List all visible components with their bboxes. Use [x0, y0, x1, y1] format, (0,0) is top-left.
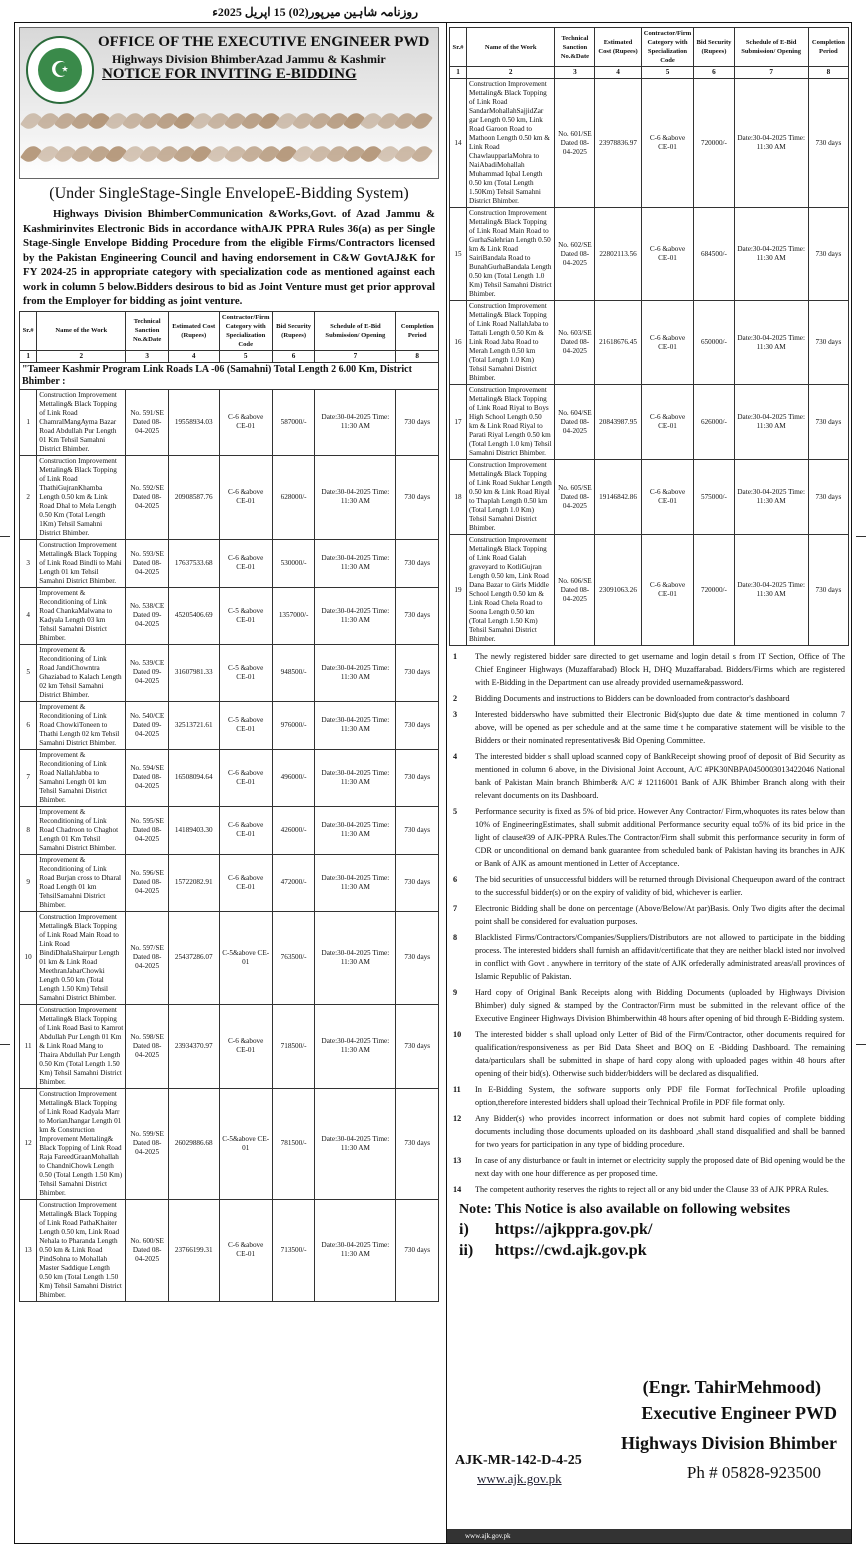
bid-schedule: Date:30-04-2025 Time: 11:30 AM [315, 1199, 396, 1301]
column-header: Sr.# [450, 28, 467, 67]
term-number: 12 [453, 1114, 462, 1123]
contractor-category: C-6 &above CE-01 [641, 460, 694, 535]
column-number: 5 [219, 350, 272, 362]
column-header: Completion Period [396, 311, 439, 350]
website-numeral: ii) [459, 1242, 474, 1259]
leaf-icon [411, 142, 433, 165]
maple-leaves-decoration [20, 108, 438, 178]
work-name: Construction Improvement Mettaling& Black Topping of Link Road Sukhar Length 0.50 km & Link Road Riyal to Thaplah Length 0.50 km (Total Length 1.0 Km) Tehsil Samahni District Bhimber. [467, 460, 555, 535]
completion-period: 730 days [808, 460, 848, 535]
bid-schedule: Date:30-04-2025 Time: 11:30 AM [315, 701, 396, 749]
contractor-category: C-6 &above CE-01 [641, 208, 694, 301]
leaf-icon [411, 110, 433, 133]
serial-number: 15 [450, 208, 467, 301]
work-name: Construction Improvement Mettaling& Black Topping of Link Road PathaKhaiter Length 0.50 km, Link Road Nehala to Pharanda Length 0.50 km & Link Road PindSohna to Mohallah Master Saddique Length 0.50 km (Total Length 1.50 Km) Tehsil Samahni District Bhimber. [37, 1199, 126, 1301]
estimated-cost: 31607981.33 [168, 644, 219, 701]
term-item [449, 931, 849, 983]
ajkppra-link[interactable]: https://ajkppra.gov.pk/ [495, 1221, 653, 1238]
column-number: 2 [467, 67, 555, 79]
bid-security: 575000/- [694, 460, 734, 535]
technical-sanction: No. 593/SE Dated 08-04-2025 [126, 539, 169, 587]
term-number: 9 [453, 988, 458, 997]
term-text: The interested bidder s shall upload only Letter of Bid of the Firm/Contractor, other documents required for qualification/responsiveness as per Bid Data Sheet and BOQ on E -Bidding Dashboard. The remaining data/particulars shall be submitted in shape of hard copy along with uploaded pages within 48 hours after opening of their bid(s). Otherwise such bidder/bidders will be declared as disqualified. [475, 1030, 845, 1078]
serial-number: 16 [450, 301, 467, 385]
term-item [449, 986, 849, 1025]
table-header-row [20, 311, 439, 350]
technical-sanction: No. 596/SE Dated 08-04-2025 [126, 854, 169, 911]
work-name: Construction Improvement Mettaling& Black Topping of Link Road NallahJaba to Tattali Length 0.50 Km & Link Road Jaba Road to Merah Length 0.50 km (Total Length 1.0 Km) Tehsil Samahni District Bhimber. [467, 301, 555, 385]
serial-number: 7 [20, 749, 37, 806]
work-name: Construction Improvement Mettaling& Black Topping of Link Road Main Road to Link Road BindiDhalaShairpur Length 01 km & Link Road MeethranJabarChowki Length 0.50 km (Total Length 1.50 Km) Tehsil Samahni District Bhimber. [37, 911, 126, 1004]
bid-schedule: Date:30-04-2025 Time: 11:30 AM [315, 749, 396, 806]
signatory-division: Highways Division Bhimber [620, 1433, 837, 1453]
term-text: Interested bidderswho have submitted their Electronic Bid(s)upto due date & time mentioned in column 7 above, will be opened as per schedule and at the same time t he comparative statement will be visible to the Bidders or their nominated representatives& Bid Opening Committee. [475, 710, 845, 745]
term-item [449, 1112, 849, 1151]
term-number: 7 [453, 904, 458, 913]
term-number: 11 [453, 1085, 461, 1094]
serial-number: 8 [20, 806, 37, 854]
column-header: Technical Sanction No.&Date [126, 311, 169, 350]
crop-mark [856, 536, 866, 537]
technical-sanction: No. 595/SE Dated 08-04-2025 [126, 806, 169, 854]
left-column [19, 27, 439, 1302]
table-row [450, 460, 849, 535]
column-number: 6 [694, 67, 734, 79]
notice-header [19, 27, 439, 179]
term-number: 2 [453, 694, 458, 703]
column-number: 7 [315, 350, 396, 362]
table-row [20, 644, 439, 701]
table-row [20, 389, 439, 455]
newspaper-header [0, 0, 866, 24]
column-number: 1 [450, 67, 467, 79]
column-number: 2 [37, 350, 126, 362]
completion-period: 730 days [808, 301, 848, 385]
websites-note: Note: This Notice is also available on following websites [459, 1202, 791, 1217]
column-number: 3 [555, 67, 595, 79]
completion-period: 730 days [396, 854, 439, 911]
office-title: OFFICE OF THE EXECUTIVE ENGINEER PWD [98, 34, 430, 50]
estimated-cost: 45205406.69 [168, 587, 219, 644]
technical-sanction: No. 591/SE Dated 08-04-2025 [126, 389, 169, 455]
term-number: 10 [453, 1030, 462, 1039]
technical-sanction: No. 538/CE Dated 09-04-2025 [126, 587, 169, 644]
table-row [20, 701, 439, 749]
column-header: Name of the Work [37, 311, 126, 350]
column-header: Estimated Cost (Rupees) [595, 28, 641, 67]
term-text: The competent authority reserves the rights to reject all or any bid under the Clause 33 of AJK PPRA Rules. [475, 1185, 829, 1194]
estimated-cost: 25437286.07 [168, 911, 219, 1004]
contractor-category: C-6 &above CE-01 [219, 539, 272, 587]
crop-mark [856, 1044, 866, 1045]
table-row [450, 208, 849, 301]
bid-security: 948500/- [272, 644, 315, 701]
column-divider [446, 23, 447, 1543]
bid-schedule: Date:30-04-2025 Time: 11:30 AM [315, 539, 396, 587]
website-item [459, 1242, 849, 1260]
completion-period: 730 days [396, 1004, 439, 1088]
term-number: 8 [453, 933, 458, 942]
bid-schedule: Date:30-04-2025 Time: 11:30 AM [315, 806, 396, 854]
technical-sanction: No. 539/CE Dated 09-04-2025 [126, 644, 169, 701]
work-name: Construction Improvement Mettaling& Black Topping of Link Road Bindli to Mahi Length 01 km Tehsil Samahni District Bhimber. [37, 539, 126, 587]
bid-security: 530000/- [272, 539, 315, 587]
website-footer: www.ajk.gov.pk [477, 1471, 562, 1486]
bid-schedule: Date:30-04-2025 Time: 11:30 AM [315, 1088, 396, 1199]
bid-security: 628000/- [272, 455, 315, 539]
bid-schedule: Date:30-04-2025 Time: 11:30 AM [734, 79, 808, 208]
technical-sanction: No. 600/SE Dated 08-04-2025 [126, 1199, 169, 1301]
crop-mark [0, 1044, 10, 1045]
table-header-row [450, 28, 849, 67]
contractor-category: C-5 &above CE-01 [219, 644, 272, 701]
table-row [450, 79, 849, 208]
bid-security: 718500/- [272, 1004, 315, 1088]
bid-security: 496000/- [272, 749, 315, 806]
serial-number: 10 [20, 911, 37, 1004]
bid-security: 587000/- [272, 389, 315, 455]
term-text: The bid securities of unsuccessful bidders will be returned through Divisional Chequeupon award of the contract to the successful bidder(s) or on the expiry of validity of bid, whichever is earlier. [475, 875, 845, 897]
contractor-category: C-5 &above CE-01 [219, 587, 272, 644]
estimated-cost: 23766199.31 [168, 1199, 219, 1301]
table-row [450, 385, 849, 460]
bid-security: 720000/- [694, 535, 734, 646]
completion-period: 730 days [396, 644, 439, 701]
estimated-cost: 23091063.26 [595, 535, 641, 646]
table-row [20, 1004, 439, 1088]
contractor-category: C-6 &above CE-01 [219, 1004, 272, 1088]
column-number: 5 [641, 67, 694, 79]
work-name: Improvement & Reconditioning of Link Road Chadroon to Chaghot Length 01 Km Tehsil Samahni District Bhimber. [37, 806, 126, 854]
technical-sanction: No. 603/SE Dated 08-04-2025 [555, 301, 595, 385]
contractor-category: C-5 &above CE-01 [219, 701, 272, 749]
estimated-cost: 16508094.64 [168, 749, 219, 806]
term-item [449, 902, 849, 928]
bid-schedule: Date:30-04-2025 Time: 11:30 AM [315, 455, 396, 539]
table-row [20, 455, 439, 539]
bid-schedule: Date:30-04-2025 Time: 11:30 AM [734, 301, 808, 385]
term-number: 3 [453, 710, 458, 719]
bid-schedule: Date:30-04-2025 Time: 11:30 AM [315, 1004, 396, 1088]
technical-sanction: No. 605/SE Dated 08-04-2025 [555, 460, 595, 535]
completion-period: 730 days [808, 535, 848, 646]
technical-sanction: No. 606/SE Dated 08-04-2025 [555, 535, 595, 646]
column-number: 4 [168, 350, 219, 362]
contractor-category: C-6 &above CE-01 [641, 385, 694, 460]
completion-period: 730 days [396, 389, 439, 455]
completion-period: 730 days [808, 208, 848, 301]
estimated-cost: 20908587.76 [168, 455, 219, 539]
bid-security: 763500/- [272, 911, 315, 1004]
works-table-left [19, 311, 439, 1302]
estimated-cost: 19558934.03 [168, 389, 219, 455]
work-name: Improvement & Reconditioning of Link Road NallahJabba to Samahni Length 01 km Tehsil Samahni District Bhimber. [37, 749, 126, 806]
contractor-category: C-6 &above CE-01 [219, 455, 272, 539]
work-name: Construction Improvement Mettaling& Black Topping of Link Road Basi to Kamrot Abdullah Pur Length 01 Km & Link Road Mang to Thaira Abdullah Pur Length 0.50 Km (Total Length 1.50 Km) Tehsil Samahni District Bhimber. [37, 1004, 126, 1088]
right-column [449, 27, 849, 1263]
contractor-category: C-6 &above CE-01 [219, 854, 272, 911]
table-row [20, 1199, 439, 1301]
serial-number: 18 [450, 460, 467, 535]
serial-number: 11 [20, 1004, 37, 1088]
column-header: Name of the Work [467, 28, 555, 67]
contractor-category: C-5&above CE-01 [219, 1088, 272, 1199]
bid-schedule: Date:30-04-2025 Time: 11:30 AM [315, 911, 396, 1004]
serial-number: 6 [20, 701, 37, 749]
completion-period: 730 days [396, 455, 439, 539]
term-item [449, 692, 849, 705]
serial-number: 3 [20, 539, 37, 587]
contractor-category: C-6 &above CE-01 [641, 535, 694, 646]
term-item [449, 708, 849, 747]
completion-period: 730 days [396, 1199, 439, 1301]
column-number: 8 [396, 350, 439, 362]
term-text: The interested bidder s shall upload scanned copy of BankReceipt showing proof of deposit of Bid Security as mentioned in column 6 above, in the Divisional Joint Account, A/C #PK30NBPA0450003013422046 National bank of Pakistan Main branch Bhimber& A/C # 12116001 Bank of AJK Bhimber Branch along with their relevant documents on its Dashboard. [475, 752, 845, 800]
term-number: 13 [453, 1156, 462, 1165]
bid-schedule: Date:30-04-2025 Time: 11:30 AM [315, 644, 396, 701]
estimated-cost: 14189403.30 [168, 806, 219, 854]
completion-period: 730 days [396, 911, 439, 1004]
column-number: 4 [595, 67, 641, 79]
work-name: Improvement & Reconditioning of Link Road JandiChowntra Ghaziabad to Kalach Length 02 km Tehsil Samahni District Bhimber. [37, 644, 126, 701]
work-name: Construction Improvement Mettaling& Black Topping of Link Road Riyal to Boys High School Length 0.50 km & Link Road Riyal to Parati Riyal Length 0.50 km (Total Length 1.0 km) Tehsil Samahni District Bhimber. [467, 385, 555, 460]
contractor-category: C-6 &above CE-01 [219, 806, 272, 854]
term-item [449, 650, 849, 689]
estimated-cost: 22802113.56 [595, 208, 641, 301]
column-header: Schedule of E-Bid Submission/ Opening [315, 311, 396, 350]
bid-security: 626000/- [694, 385, 734, 460]
completion-period: 730 days [396, 1088, 439, 1199]
work-name: Construction Improvement Mettaling& Black Topping of Link Road ChamralMangAyma Bazar Road Abdullah Pur Length 01 Km Tehsil Samahni District Bhimber. [37, 389, 126, 455]
bid-security: 781500/- [272, 1088, 315, 1199]
technical-sanction: No. 597/SE Dated 08-04-2025 [126, 911, 169, 1004]
work-name: Improvement & Reconditioning of Link Road ChowkiToneen to Thathi Length 02 km Tehsil Samahni District Bhimber. [37, 701, 126, 749]
estimated-cost: 32513721.61 [168, 701, 219, 749]
serial-number: 13 [20, 1199, 37, 1301]
work-name: Construction Improvement Mettaling& Black Topping of Link Road ThathiGujranKhamba Length 0.50 km & Link Road Dhal to Mela Length 0.50 Km (Total Length 1Km) Tehsil Samahni District Bhimber. [37, 455, 126, 539]
table-row [450, 535, 849, 646]
crop-mark [0, 536, 10, 537]
term-item [449, 1028, 849, 1080]
reference-number: AJK-MR-142-D-4-25 [455, 1453, 582, 1468]
bid-security: 976000/- [272, 701, 315, 749]
work-name: Construction Improvement Mettaling& Black Topping of Link Road Kadyala Marr to MorianJhangar Length 01 km & Construction Improvement Mettaling& Black Topping of Link Road Raja FareedGraanMohallah to ChandniChowk Length 0.50 (Total Length 1.50 Km) Tehsil Samahni District Bhimber. [37, 1088, 126, 1199]
programme-row [20, 362, 439, 389]
table-row [20, 587, 439, 644]
completion-period: 730 days [396, 806, 439, 854]
term-item [449, 1154, 849, 1180]
completion-period: 730 days [396, 587, 439, 644]
work-name: Improvement & Reconditioning of Link Road Burjan cross to Dharal Road Length 01 km TehsilSamahni District Bhimber. [37, 854, 126, 911]
column-number: 8 [808, 67, 848, 79]
estimated-cost: 20843987.95 [595, 385, 641, 460]
contractor-category: C-6 &above CE-01 [219, 1199, 272, 1301]
completion-period: 730 days [808, 385, 848, 460]
serial-number: 5 [20, 644, 37, 701]
serial-number: 19 [450, 535, 467, 646]
estimated-cost: 26029886.68 [168, 1088, 219, 1199]
technical-sanction: No. 540/CE Dated 09-04-2025 [126, 701, 169, 749]
term-text: The newly registered bidder sare directed to get username and login detail s from IT Section, Office of The Chief Engineer Highways (Muzaffarabad) Block H, DHQ Muzaffarabad. Bidders/Firms which are registered with E-Bidding in the Department can use already provided username&password. [475, 652, 845, 687]
serial-number: 14 [450, 79, 467, 208]
website-item [459, 1221, 849, 1239]
term-item [449, 805, 849, 870]
notice-subtitle: (Under SingleStage-Single EnvelopeE-Bidding System) [49, 185, 409, 202]
column-header: Bid Security (Rupees) [272, 311, 315, 350]
bid-security: 472000/- [272, 854, 315, 911]
column-number: 7 [734, 67, 808, 79]
technical-sanction: No. 602/SE Dated 08-04-2025 [555, 208, 595, 301]
work-name: Construction Improvement Mettaling& Black Topping of Link Road SandarMohallahSajjidZar gar Length 0.50 km, Link Road Garoon Road to Mathoon Length 0.50 km & Link Road ChawlaupparlaMohra to NaiAbadiMohallah Muhammad Iqbal Length 0.50 km (Total Length 1.50Km) Tehsil Samahni District Bhimber. [467, 79, 555, 208]
ajk-seal-logo: ☪ [26, 36, 94, 104]
work-name: Improvement & Reconditioning of Link Road ChankaMalwana to Kadyala Length 03 km Tehsil Samahni District Bhimber. [37, 587, 126, 644]
bid-security: 713500/- [272, 1199, 315, 1301]
estimated-cost: 17637533.68 [168, 539, 219, 587]
estimated-cost: 19146842.86 [595, 460, 641, 535]
technical-sanction: No. 598/SE Dated 08-04-2025 [126, 1004, 169, 1088]
table-row [20, 806, 439, 854]
estimated-cost: 23978836.97 [595, 79, 641, 208]
bid-security: 650000/- [694, 301, 734, 385]
notice-title: NOTICE FOR INVITING E-BIDDING [102, 66, 357, 82]
division-title: Highways Division BhimberAzad Jammu & Kashmir [112, 52, 386, 66]
table-row [20, 749, 439, 806]
cwd-link[interactable]: https://cwd.ajk.gov.pk [495, 1242, 647, 1259]
term-text: Electronic Bidding shall be done on percentage (Above/Below/At par)Basis. Only Two digits after the decimal point shall be considered for evaluation purposes. [475, 904, 845, 926]
term-number: 14 [453, 1185, 462, 1194]
signatory-name: (Engr. TahirMehmood) [642, 1377, 821, 1397]
term-number: 1 [453, 652, 458, 661]
bid-schedule: Date:30-04-2025 Time: 11:30 AM [315, 389, 396, 455]
contractor-category: C-5&above CE-01 [219, 911, 272, 1004]
column-header: Sr.# [20, 311, 37, 350]
completion-period: 730 days [396, 539, 439, 587]
website-numeral: i) [459, 1221, 469, 1238]
contractor-category: C-6 &above CE-01 [219, 749, 272, 806]
column-number-row [20, 350, 439, 362]
completion-period: 730 days [808, 79, 848, 208]
table-row [20, 539, 439, 587]
contractor-category: C-6 &above CE-01 [641, 301, 694, 385]
serial-number: 4 [20, 587, 37, 644]
bid-schedule: Date:30-04-2025 Time: 11:30 AM [315, 854, 396, 911]
bid-schedule: Date:30-04-2025 Time: 11:30 AM [734, 535, 808, 646]
completion-period: 730 days [396, 701, 439, 749]
column-header: Schedule of E-Bid Submission/ Opening [734, 28, 808, 67]
term-item [449, 873, 849, 899]
technical-sanction: No. 599/SE Dated 08-04-2025 [126, 1088, 169, 1199]
bid-schedule: Date:30-04-2025 Time: 11:30 AM [734, 385, 808, 460]
technical-sanction: No. 604/SE Dated 08-04-2025 [555, 385, 595, 460]
term-text: Hard copy of Original Bank Receipts along with Bidding Documents (uploaded by Highways Division Bhimber) duly signed & stamped by the Contractor/Firm must be submitted in the relevant office of the Executive Engineer Highways Division Bhimberwithin 48 hours after opening of bid through E-Bidding system. [475, 988, 845, 1023]
column-number-row [450, 67, 849, 79]
notice-page [14, 22, 852, 1544]
bid-schedule: Date:30-04-2025 Time: 11:30 AM [315, 587, 396, 644]
serial-number: 12 [20, 1088, 37, 1199]
contractor-category: C-6 &above CE-01 [641, 79, 694, 208]
term-text: Bidding Documents and instructions to Bidders can be downloaded from contractor's dashboard [475, 694, 790, 703]
completion-period: 730 days [396, 749, 439, 806]
signatory-phone: Ph # 05828-923500 [686, 1463, 821, 1482]
technical-sanction: No. 594/SE Dated 08-04-2025 [126, 749, 169, 806]
programme-title: "Tameer Kashmir Program Link Roads LA -06 (Samahni) Total Length 2 6.00 Km, District Bhimber : [20, 362, 439, 389]
work-name: Construction Improvement Mettaling& Black Topping of Link Road Main Road to GurhaSalehrian Length 0.50 km & Link Road SairiBandala Road to BunahGurhaBandala Length 0.50 km (Total Length 1.0 Km) Tehsil Samahni District Bhimber. [467, 208, 555, 301]
table-row [450, 301, 849, 385]
estimated-cost: 21618676.45 [595, 301, 641, 385]
term-text: Performance security is fixed as 5% of bid price. However Any Contractor/ Firm,whoquotes its rates below than 10% of EngineeringEstimates, shall submit additional Performance security equal to5% of its bid price in the light of clause#39 of AJK-PPRA Rules.The Contractor/Firm shall submit this performance security in form of CDR or unconditional on demand bank guarantee from scheduled bank of Pakistan having its branches in AJK or Bank of AJK as amount mentioned in Letter of Acceptance. [475, 807, 845, 868]
contractor-category: C-6 &above CE-01 [219, 389, 272, 455]
column-header: Bid Security (Rupees) [694, 28, 734, 67]
column-header: Completion Period [808, 28, 848, 67]
estimated-cost: 23934370.97 [168, 1004, 219, 1088]
bid-security: 426000/- [272, 806, 315, 854]
term-item [449, 750, 849, 802]
column-number: 6 [272, 350, 315, 362]
newspaper-dateline: روزنامہ شاہین میرپور(02) 15 اپریل 2025ء [212, 5, 418, 19]
column-header: Contractor/Firm Category with Specialization Code [641, 28, 694, 67]
term-text: In case of any disturbance or fault in internet or electricity supply the proposed date of Bid opening would be the next day with one hour difference as per proposed time. [475, 1156, 845, 1178]
table-row [20, 1088, 439, 1199]
bid-security: 684500/- [694, 208, 734, 301]
terms-list [449, 650, 849, 1196]
serial-number: 1 [20, 389, 37, 455]
term-text: Blacklisted Firms/Contractors/Companies/Suppliers/Distributors are not allowed to participate in the bidding process. The interested bidders shall furnish an affidavit/certificate that they are neither blackl isted nor involved in conflict with Govt . anywhere in territory of the state of AJK orfederally administrated areas/all provinces of Islamic Republic of Pakistan. [475, 933, 845, 981]
work-name: Construction Improvement Mettaling& Black Topping of Link Road Galah graveyard to KotliGujran Length 0.50 km, Link Road Dana Bazar to Girls Middle School Length 0.50 km & Link Road Chela Road to Soona Length 0.50 km (Total Length 1.50 Km) Tehsil Samahni District Bhimber. [467, 535, 555, 646]
serial-number: 9 [20, 854, 37, 911]
serial-number: 17 [450, 385, 467, 460]
table-row [20, 911, 439, 1004]
serial-number: 2 [20, 455, 37, 539]
technical-sanction: No. 601/SE Dated 08-04-2025 [555, 79, 595, 208]
bid-security: 1357000/- [272, 587, 315, 644]
term-number: 5 [453, 807, 458, 816]
term-number: 4 [453, 752, 458, 761]
bid-schedule: Date:30-04-2025 Time: 11:30 AM [734, 460, 808, 535]
bid-schedule: Date:30-04-2025 Time: 11:30 AM [734, 208, 808, 301]
bid-security: 720000/- [694, 79, 734, 208]
table-row [20, 854, 439, 911]
column-header: Estimated Cost (Rupees) [168, 311, 219, 350]
term-item [449, 1083, 849, 1109]
column-header: Technical Sanction No.&Date [555, 28, 595, 67]
intro-paragraph: Highways Division BhimberCommunication &Works,Govt. of Azad Jammu & Kashmirinvites Electronic Bids in accordance withAJK PPRA Rules 36(a) as per Single Stage-Single Envelope Bidding Procedure from the eligible Firms/Contractors licensed by the Pakistan Engineering Council and having endorsement in C&W GovtAJ&K for FY 2024-25 in appropriate category with specialization code as mentioned against each work in column 5 below.Bidders desirous to bid as Joint Venture must get prior approval from the Employer for bidding as joint venture. [23, 208, 435, 307]
term-item [449, 1183, 849, 1196]
bottom-bar: www.ajk.gov.pk [447, 1529, 851, 1543]
technical-sanction: No. 592/SE Dated 08-04-2025 [126, 455, 169, 539]
term-text: Any Bidder(s) who provides incorrect information or does not submit hard copies of complete bidding documents including those documents uploaded on its dashboard ,shall stand disqualified and shall be banned for two years for participation in any type of bidding procedure. [475, 1114, 845, 1149]
works-table-right [449, 27, 849, 646]
column-number: 3 [126, 350, 169, 362]
column-header: Contractor/Firm Category with Specialization Code [219, 311, 272, 350]
estimated-cost: 15722082.91 [168, 854, 219, 911]
column-number: 1 [20, 350, 37, 362]
term-text: In E-Bidding System, the software supports only PDF file Format forTechnical Profile uploading option,therefore interested bidders shall upload their Technical Profile in PDF file format only. [475, 1085, 845, 1107]
signatory-designation: Executive Engineer PWD [641, 1403, 837, 1423]
term-number: 6 [453, 875, 458, 884]
